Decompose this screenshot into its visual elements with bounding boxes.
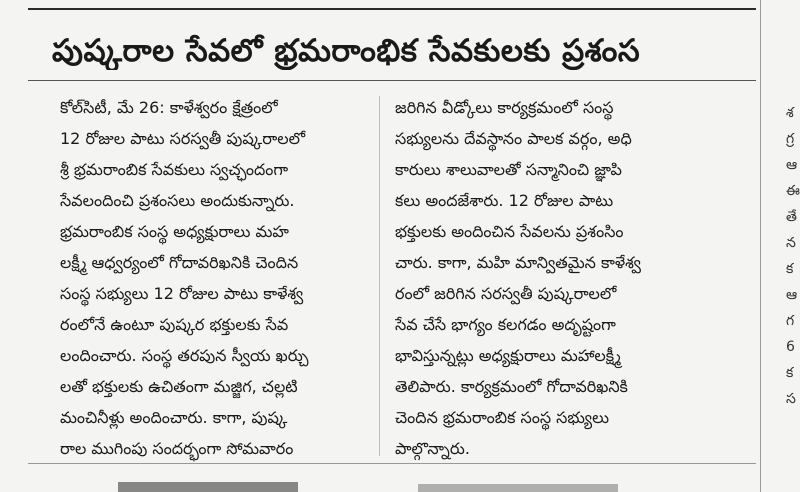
text-line: చారు. కాగా, మహి మాన్వితమైన కాళేశ్వ [395,253,641,272]
text-line: 12 రోజుల పాటు సరస్వతీ పుష్కరాలలో [60,129,306,148]
column-divider [379,96,380,456]
top-rule [28,8,756,10]
headline-rule [28,80,756,81]
right-column [395,92,725,464]
text-line: భక్తులకు అందించిన సేవలను ప్రశంసిం [395,222,624,241]
text-line: భావిస్తున్నట్లు అధ్యక్షురాలు మహాలక్ష్మీ [395,346,621,365]
fragment-line: శ [786,105,794,121]
text-line: సంస్థ సభ్యులు 12 రోజుల పాటు కాళేశ్వ [60,284,304,303]
text-line: తెలిపారు. కార్యక్రమంలో గోదావరిఖనికి [395,377,628,396]
text-line: లతో భక్తులకు ఉచితంగా మజ్జిగ, చల్లటి [60,377,298,396]
text-line: రంలోనే ఉంటూ పుష్కర భక్తులకు సేవ [60,315,289,334]
text-line: రాల ముగింపు సందర్భంగా సోమవారం [60,439,294,458]
headline: పుష్కరాల సేవలో భ్రమరాంభిక సేవకులకు ప్రశంస [52,33,641,69]
fragment-line: 6 [786,339,795,355]
text-line: కోల్‌సిటీ, మే 26: కాళేశ్వరం క్షేత్రంలో [60,98,278,117]
text-line: శ్రీ భ్రమరాంబిక సేవకులు స్వచ్ఛందంగా [60,160,289,179]
page-gutter-line [760,0,761,492]
fragment-line: గ్ర [786,131,795,147]
fragment-line: ఈ [786,183,800,199]
text-line: భ్రమరాంబిక సంస్థ అధ్యక్షురాలు మహ [60,222,289,241]
text-line: సభ్యులను దేవస్థానం పాలక వర్గం, అధి [395,129,632,148]
adjacent-column-fragment [786,100,800,412]
text-line: సేవలందించి ప్రశంసలు అందుకున్నారు. [60,191,295,210]
fragment-line: క [786,365,794,381]
text-line: చెందిన భ్రమరాంబిక సంస్థ సభ్యులు [395,408,609,427]
fragment-line: ఆ [786,287,798,303]
text-line: సేవ చేసే భాగ్యం కలగడం అదృష్టంగా [395,315,616,334]
text-line: కలు అందజేశారు. 12 రోజుల పాటు [395,191,614,210]
text-line: పాల్గొన్నారు. [395,439,470,458]
fragment-line: న [786,235,796,251]
fragment-line: ఆ [786,157,798,173]
fragment-line: గ [786,313,795,329]
next-headline-fragment [118,482,298,492]
text-line: లక్ష్మీ ఆధ్వర్యంలో గోదావరిఖనికి చెందిన [60,253,299,272]
fragment-line: క [786,261,794,277]
bottom-rule [28,463,756,464]
fragment-line: తే [786,209,797,225]
text-line: లందించారు. సంస్థ తరపున స్వీయ ఖర్చు [60,346,309,365]
text-line: రంలో జరిగిన సరస్వతీ పుష్కరాలలో [395,284,617,303]
text-line: కారులు శాలువాలతో సన్మానించి జ్ఞాపి [395,160,622,179]
text-line: జరిగిన వీడ్కోలు కార్యక్రమంలో సంస్థ [395,98,614,117]
fragment-line: స [786,391,796,407]
left-column [60,92,380,464]
next-text-fragment [418,484,618,492]
text-line: మంచినీళ్లు అందించారు. కాగా, పుష్క [60,408,288,427]
